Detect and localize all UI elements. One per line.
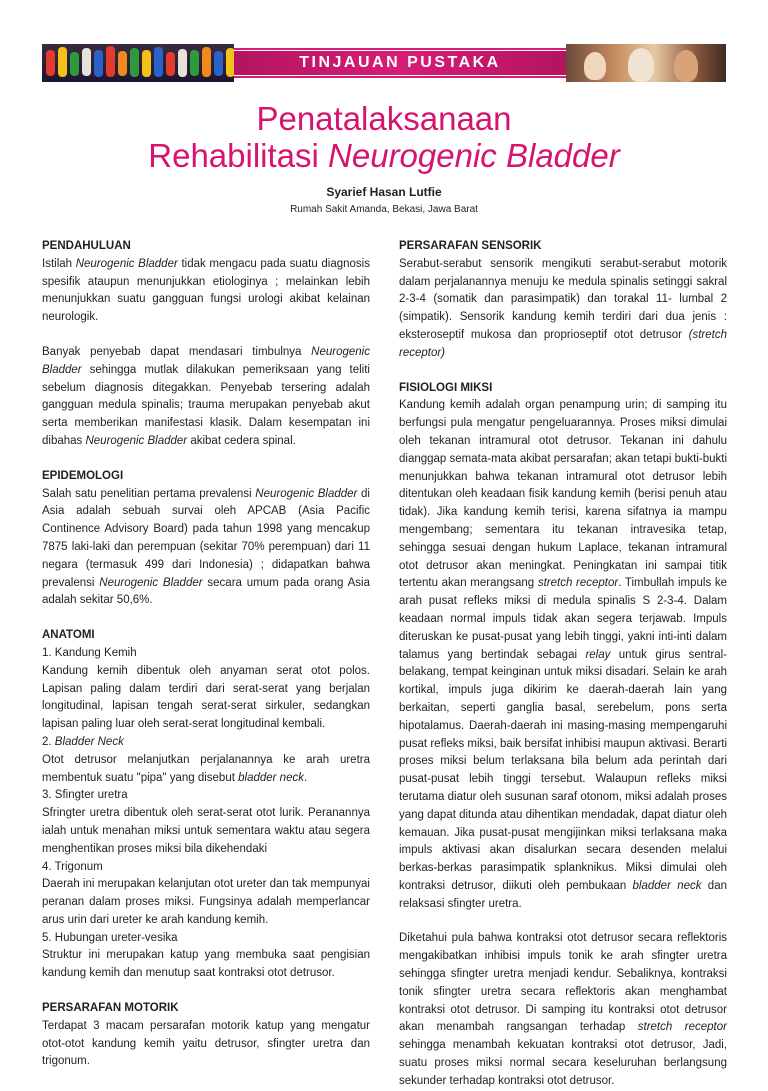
banner-stripe-top <box>234 48 566 50</box>
heading-fisiologi-miksi: FISIOLOGI MIKSI <box>399 381 493 394</box>
paragraph: Salah satu penelitian pertama prevalensi Neurogenic Bladder di Asia adalah sebuah survai oleh APCAB (Asia Pacific Continence Advisory Board) pada tahun 1998 yang mencakup 7875 laki-laki dan perempuan (sekitar 70% perempuan) dari 11 negara (termasuk 499 dari Indonesia) ; didapatkan bahwa prevalensi Neurogenic Bladder secara umum pada orang Asia adalah sekitar 50,6%. <box>42 487 370 607</box>
article-title-line-2: Rehabilitasi Neurogenic Bladder <box>148 137 620 174</box>
banner-label-box <box>234 51 566 75</box>
left-column <box>42 238 370 1071</box>
author-name: Syarief Hasan Lutfie <box>326 185 442 199</box>
heading-persarafan-motorik: PERSARAFAN MOTORIK <box>42 1002 179 1015</box>
heading-pendahuluan: PENDAHULUAN <box>42 240 131 252</box>
list-item-text: Otot detrusor melanjutkan perjalanannya ke arah uretra membentuk suatu "pipa" yang disebut bladder neck. <box>42 753 370 784</box>
list-item-title: 2. Bladder Neck <box>42 735 124 748</box>
colored-vials-photo <box>42 44 234 82</box>
article-title-line-1: Penatalaksanaan <box>256 100 512 137</box>
paragraph: Kandung kemih adalah organ penampung urin; di samping itu berfungsi pula mengatur pengeluarannya. Proses miksi dimulai oleh tekanan intramural otot detrusor. Tekanan ini dahulu dianggap semata-mata akibat persarafan; akan tetapi bukti-bukti menunjukkan bahwa tekanan intramural otot detrusor lebih ditentukan oleh keadaan fisik kandung kemih (berisi penuh atau tidak). Jika kandung kemih terisi, karena sifatnya ia mampu mengembang; sementara itu tekanan intravesika tetap, sehingga sesuai dengan hukum Laplace, tekanan intramural otot detrusor akan meningkat. Peningkatan ini sampai titik tertentu akan merangsang stretch receptor. Timbullah impuls ke arah pusat refleks miksi di medula spinalis S 2-3-4. Dalam keadaan normal impuls tidak akan segera terjawab. Impuls diteruskan ke pusat-pusat yang lebih tinggi, yakni inti-inti dalam talamus yang bertindak sebagai relay untuk girus sentral-belakang, tempat keinginan untuk miksi disadari. Selain ke arah kortikal, impuls juga dikirim ke daerah-daerah lain yang berkaitan, seperti ganglia basal, serebelum, pons serta hipotalamus. Daerah-daerah ini masing-masing mempengaruhi pusat refleks miksi, baik bersifat inhibisi maupun aktivasi. Berarti proses miksi belum terlaksana bila belum ada perintah dari pusat-pusat lebih tinggi tersebut. Walaupun refleks miksi terutama diatur oleh susunan saraf otonom, miksi adalah proses yang dapat ditunda atau dihentikan mendadak, dapat diatur oleh kemauan. Jika pusat-pusat mengijinkan miksi terlaksana maka impuls aktivasi akan disalurkan secara desenden melalui berkas-berkas parasimpatik splanknikus. Miksi dimulai oleh kontraksi detrusor, diikuti oleh pembukaan bladder neck dan relaksasi sfingter uretra. <box>399 399 728 910</box>
list-item-text: Kandung kemih dibentuk oleh anyaman serat otot polos. Lapisan paling dalam terdiri dari serat-serat yang berjalan longitudinal, lapisan tengah serat-serat sirkuler, sedangkan lapisan paling luar oleh serat-serat longitudinal kembali. <box>42 664 370 731</box>
author-affiliation: Rumah Sakit Amanda, Bekasi, Jawa Barat <box>290 204 478 215</box>
laboratory-workers-photo <box>566 44 726 82</box>
list-item-title: 4. Trigonum <box>42 860 103 873</box>
list-item-title: 1. Kandung Kemih <box>42 646 137 659</box>
list-item-text: Struktur ini merupakan katup yang membuka saat pengisian kandung kemih dan menutup saat kontraksi otot detrusor. <box>42 949 370 980</box>
list-item-title: 3. Sfingter uretra <box>42 789 128 802</box>
heading-anatomi: ANATOMI <box>42 629 95 642</box>
right-column <box>399 238 727 1091</box>
paragraph: Banyak penyebab dapat mendasari timbulnya Neurogenic Bladder sehingga mutlak dilakukan pemeriksaan yang teliti sebelum diagnosis ditegakkan. Penyebab tersering adalah gangguan medula spinalis; trauma merupakan penyebab akut serta memberikan manifestasi klasik. Dalam kesempatan ini dibahas Neurogenic Bladder akibat cedera spinal. <box>42 345 370 447</box>
banner-stripe-bottom <box>234 76 566 78</box>
paragraph: Istilah Neurogenic Bladder tidak mengacu pada suatu diagnosis spesifik ataupun menunjukkan etiologinya ; melainkan lebih menunjukkan suatu gangguan fungsi urologi akibat kelainan neurologik. <box>42 257 370 324</box>
heading-persarafan-sensorik: PERSARAFAN SENSORIK <box>399 240 542 252</box>
section-label: TINJAUAN PUSTAKA <box>299 54 501 71</box>
heading-epidemologi: EPIDEMOLOGI <box>42 469 124 482</box>
list-item-text: Sfringter uretra dibentuk oleh serat-serat otot lurik. Peranannya ialah untuk menahan miksi untuk sementara waktu atau segera menghentikan proses miksi bila dikehendaki <box>42 807 370 855</box>
list-item-text: Daerah ini merupakan kelanjutan otot ureter dan tak mempunyai peranan dalam proses miksi. Fungsinya adalah memperlancar arus urin dari ureter ke arah kandung kemih. <box>42 878 370 926</box>
paragraph: Terdapat 3 macam persarafan motorik katup yang mengatur otot-otot kandung kemih yaitu detrusor, sfingter uretra dan trigonum. <box>42 1019 370 1068</box>
paragraph: Serabut-serabut sensorik mengikuti serabut-serabut motorik dalam perjalanannya menuju ke medula spinalis setinggi sakral 2-3-4 (somatik dan parasimpatik) dan torakal 11- lumbal 2 (simpatik). Sensorik kandung kemih terdiri dari dua jenis : eksteroseptif mukosa dan proprioseptif otot detrusor (stretch receptor) <box>399 257 727 359</box>
paragraph: Diketahui pula bahwa kontraksi otot detrusor secara reflektoris mengakibatkan inhibisi impuls tonik ke arah sfingter uretra sehingga sfingter uretra menjadi kendur. Sebaliknya, kontraksi tonik sfingter uretra secara reflektoris akan menghambat kontraksi otot detrusor. Di samping itu kontraksi otot detrusor akan menambah rangsangan terhadap stretch receptor sehingga menambah kekuatan kontraksi otot detrusor, Jadi, suatu proses miksi normal secara keseluruhan berlangsung sekunder terhadap kontraksi otot detrusor. <box>399 932 727 1087</box>
list-item-title: 5. Hubungan ureter-vesika <box>42 931 178 944</box>
section-banner <box>42 44 726 82</box>
